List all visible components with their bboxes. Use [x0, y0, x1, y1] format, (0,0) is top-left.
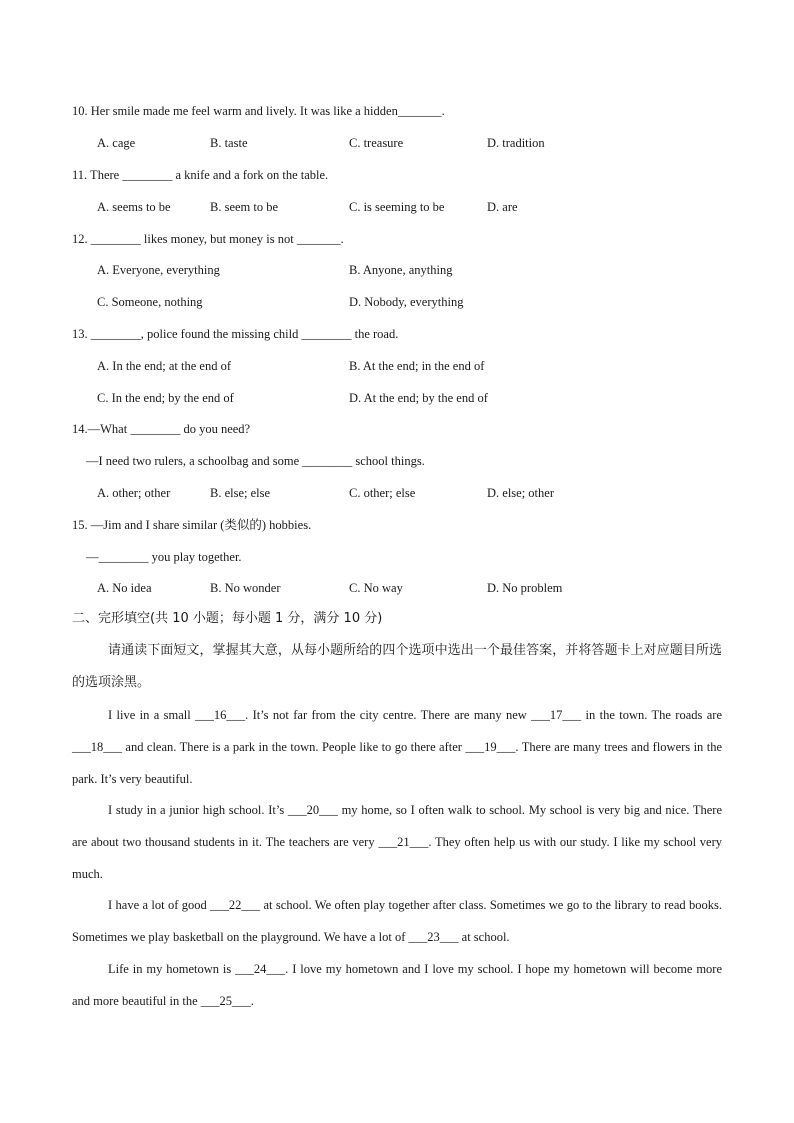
- cloze-paragraph-2: I study in a junior high school. It’s ___20___ my home, so I often walk to school. My school is very big and nice. There are about two thousand students in it. The teachers are very ___21___. They often help us with our study. I like my school very much.: [72, 803, 722, 881]
- question-15-option-d: D. No problem: [487, 581, 563, 595]
- question-13-stem: 13. ________, police found the missing child ________ the road.: [72, 327, 399, 341]
- question-12-option-a: A. Everyone, everything: [97, 263, 220, 277]
- cloze-paragraph-4: Life in my hometown is ___24___. I love my hometown and I love my school. I hope my hometown will become more and more beautiful in the ___25___.: [72, 962, 722, 1008]
- question-12-option-b: B. Anyone, anything: [349, 263, 453, 277]
- question-10-stem: 10. Her smile made me feel warm and lively. It was like a hidden_______.: [72, 104, 445, 118]
- question-13-option-b: B. At the end; in the end of: [349, 359, 485, 373]
- question-15-option-c: C. No way: [349, 581, 403, 595]
- question-15-option-b: B. No wonder: [210, 581, 281, 595]
- question-10-option-c: C. treasure: [349, 136, 404, 150]
- question-11-option-a: A. seems to be: [97, 200, 171, 214]
- cloze-paragraph-1: I live in a small ___16___. It’s not far from the city centre. There are many new ___17___ in the town. The roads are ___18___ and clean. There is a park in the town. People like to go there after ___19___. There are many trees and flowers in the park. It’s very beautiful.: [72, 708, 722, 786]
- section-2-instruction: 请通读下面短文，掌握其大意，从每小题所给的四个选项中选出一个最佳答案，并将答题卡上对应题目所选的选项涂黑。: [72, 643, 722, 690]
- question-12-option-d: D. Nobody, everything: [349, 295, 464, 309]
- question-14-option-a: A. other; other: [97, 486, 171, 500]
- question-14-option-d: D. else; other: [487, 486, 554, 500]
- question-15-stem: 15. —Jim and I share similar (类似的) hobbies.: [72, 518, 312, 532]
- question-10-option-d: D. tradition: [487, 136, 545, 150]
- question-10-option-b: B. taste: [210, 136, 248, 150]
- question-13-option-d: D. At the end; by the end of: [349, 391, 488, 405]
- question-15-option-a: A. No idea: [97, 581, 152, 595]
- question-12-stem: 12. ________ likes money, but money is not _______.: [72, 232, 344, 246]
- question-14-response: —I need two rulers, a schoolbag and some ________ school things.: [86, 454, 425, 468]
- question-14-option-b: B. else; else: [210, 486, 271, 500]
- question-13-option-a: A. In the end; at the end of: [97, 359, 231, 373]
- question-11-stem: 11. There ________ a knife and a fork on the table.: [72, 168, 329, 182]
- question-11-option-b: B. seem to be: [210, 200, 279, 214]
- question-11-option-d: D. are: [487, 200, 518, 214]
- section-2-title: 二、完形填空(共 10 小题；每小题 1 分，满分 10 分): [72, 611, 383, 626]
- question-10-option-a: A. cage: [97, 136, 136, 150]
- question-12-option-c: C. Someone, nothing: [97, 295, 203, 309]
- question-14-option-c: C. other; else: [349, 486, 416, 500]
- cloze-paragraph-3: I have a lot of good ___22___ at school. We often play together after class. Sometimes we go to the library to read books. Sometimes we play basketball on the playground. We have a lot of ___23___ at school.: [72, 898, 722, 944]
- question-11-option-c: C. is seeming to be: [349, 200, 445, 214]
- question-13-option-c: C. In the end; by the end of: [97, 391, 234, 405]
- question-15-response: —________ you play together.: [86, 550, 242, 564]
- question-14-stem: 14.—What ________ do you need?: [72, 422, 251, 436]
